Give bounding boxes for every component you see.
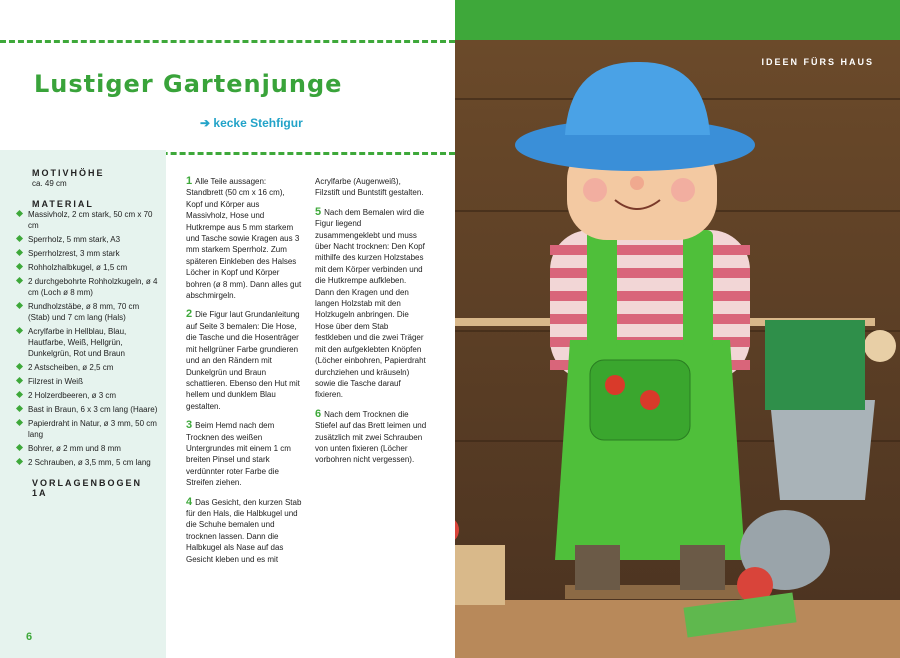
bullet-diamond-icon bbox=[16, 458, 23, 465]
step-number: 4 bbox=[186, 495, 193, 508]
material-item: Sperrholz, 5 mm stark, A3 bbox=[14, 234, 158, 245]
materials-sidebar bbox=[0, 150, 166, 658]
strap-right bbox=[683, 230, 713, 350]
bullet-diamond-icon bbox=[16, 363, 23, 370]
instruction-step bbox=[186, 309, 302, 412]
section-header: IDEEN FÜRS HAUS bbox=[761, 57, 874, 67]
bullet-diamond-icon bbox=[16, 444, 23, 451]
material-item: 2 Astscheiben, ø 2,5 cm bbox=[14, 362, 158, 373]
instruction-step bbox=[186, 497, 302, 565]
instruction-step bbox=[186, 176, 302, 301]
material-item: 2 Holzerdbeeren, ø 3 cm bbox=[14, 390, 158, 401]
material-list bbox=[14, 209, 158, 468]
seed-packet bbox=[765, 320, 865, 410]
bullet-diamond-icon bbox=[16, 391, 23, 398]
instruction-step bbox=[315, 409, 427, 466]
step-number: 3 bbox=[186, 419, 193, 432]
material-item: Bast in Braun, 6 x 3 cm lang (Haare) bbox=[14, 404, 158, 415]
material-item: Massivholz, 2 cm stark, 50 cm x 70 cm bbox=[14, 209, 158, 231]
boot-right bbox=[680, 545, 725, 590]
instruction-step bbox=[186, 420, 302, 488]
bullet-diamond-icon bbox=[16, 249, 23, 256]
material-item: 2 Schrauben, ø 3,5 mm, 5 cm lang bbox=[14, 457, 158, 468]
wood-ball-right bbox=[864, 330, 896, 362]
material-label: MATERIAL bbox=[32, 199, 94, 209]
strawberry-icon bbox=[640, 390, 660, 410]
height-label: MOTIVHÖHE bbox=[32, 168, 105, 178]
strawberry-icon bbox=[605, 375, 625, 395]
material-item: Rundholzstäbe, ø 8 mm, 70 cm (Stab) und 7 cm lang (Hals) bbox=[14, 301, 158, 323]
material-item: Bohrer, ø 2 mm und 8 mm bbox=[14, 443, 158, 454]
step-number: 1 bbox=[186, 175, 193, 187]
bullet-diamond-icon bbox=[16, 377, 23, 384]
pattern-label: VORLAGENBOGEN 1A bbox=[32, 478, 143, 498]
step-number: 6 bbox=[315, 407, 322, 420]
bullet-diamond-icon bbox=[16, 263, 23, 270]
photo-panel bbox=[455, 40, 900, 658]
bullet-diamond-icon bbox=[16, 302, 23, 309]
strap-left bbox=[587, 230, 617, 350]
bullet-diamond-icon bbox=[16, 235, 23, 242]
bullet-diamond-icon bbox=[16, 327, 23, 334]
boot-left bbox=[575, 545, 620, 590]
bullet-diamond-icon bbox=[16, 419, 23, 426]
material-item: Filzrest in Weiß bbox=[14, 376, 158, 387]
vegetable-crate bbox=[455, 545, 505, 605]
bullet-diamond-icon bbox=[16, 210, 23, 217]
garden-boy-illustration bbox=[455, 40, 900, 658]
radish-icon bbox=[455, 516, 459, 544]
bullet-diamond-icon bbox=[16, 277, 23, 284]
step-number: 5 bbox=[315, 205, 322, 218]
table-surface bbox=[455, 600, 900, 658]
step-text: Die Figur laut Grundanleitung auf Seite 3 bemalen: Die Hose, die Tasche und die Hosenträger mit hellgrüner Farbe grundieren und an den Rändern mit Dunkelgrün und Braun schattieren. Ebenso den Hut mit hellem und dunklem Blau gestalten. bbox=[186, 310, 300, 411]
page-title: Lustiger Gartenjunge bbox=[34, 70, 343, 98]
material-item: Rohholzhalbkugel, ø 1,5 cm bbox=[14, 262, 158, 273]
tin-bucket bbox=[770, 400, 875, 500]
step-text: Das Gesicht, den kurzen Stab für den Hals, die Halbkugel und die Schuhe bemalen und trocknen lassen. Dann die Halbkugel als Nase auf das Gesicht kleben und es mit bbox=[186, 497, 302, 564]
instruction-step bbox=[315, 176, 427, 199]
step-number: 2 bbox=[186, 308, 193, 321]
dashed-rule bbox=[0, 40, 455, 43]
page-number: 6 bbox=[26, 631, 33, 643]
material-item: Acrylfarbe in Hellblau, Blau, Hautfarbe, Weiß, Hellgrün, Dunkelgrün, Rot und Braun bbox=[14, 326, 158, 359]
material-item: 2 durchgebohrte Rohholzkugeln, ø 4 cm (Loch ø 8 mm) bbox=[14, 276, 158, 298]
hat-crown bbox=[565, 62, 710, 135]
height-value: ca. 49 cm bbox=[32, 179, 67, 188]
instructions-column-2 bbox=[315, 176, 427, 474]
instruction-step bbox=[315, 207, 427, 401]
material-item: Papierdraht in Natur, ø 3 mm, 50 cm lang bbox=[14, 418, 158, 440]
step-text: Beim Hemd nach dem Trocknen des weißen Untergrundes mit einem 1 cm breiten Pinsel und stark verdünnter roter Farbe die Streifen ziehen. bbox=[186, 421, 291, 488]
step-text: Nach dem Bemalen wird die Figur liegend zusammengeklebt und muss über Nacht trocknen: Den Kopf mithilfe des kurzen Holzstabes mit dem Körper verbinden und die Hutkrempe aufkleben. Dann den Kragen und den langen Holzstab mit den Holzkugeln anbringen. Die Hose über dem Stab festkleben und die zwei Träger mit den aufgeklebten Knöpfen (Löcher einbohren, Papierdraht durchziehen und kräuseln) sowie die Tasche darauf fixieren. bbox=[315, 207, 426, 400]
step-text: Nach dem Trocknen die Stiefel auf das Brett leimen und zusätzlich mit zwei Schrauben von unten fixieren (Löcher vorbohren nicht vergessen). bbox=[315, 409, 427, 465]
instructions-column-1 bbox=[186, 176, 302, 573]
nose bbox=[630, 176, 644, 190]
step-text: Acrylfarbe (Augenweiß), Filzstift und Buntstift gestalten. bbox=[315, 177, 424, 198]
material-item: Sperrholzrest, 3 mm stark bbox=[14, 248, 158, 259]
bullet-diamond-icon bbox=[16, 405, 23, 412]
step-text: Alle Teile aussagen: Standbrett (50 cm x 16 cm), Kopf und Körper aus Massivholz, Hose und Hutkrempe aus 5 mm starkem und Tasche sowie Kragen aus 3 mm starkem Sperrholz. Zum späteren Einkleben des Halses Löcher in Kopf und Körper bohren (ø 8 mm). Dann alles gut abschmirgeln. bbox=[186, 177, 302, 301]
page-subtitle: ➔ kecke Stehfigur bbox=[200, 116, 303, 130]
